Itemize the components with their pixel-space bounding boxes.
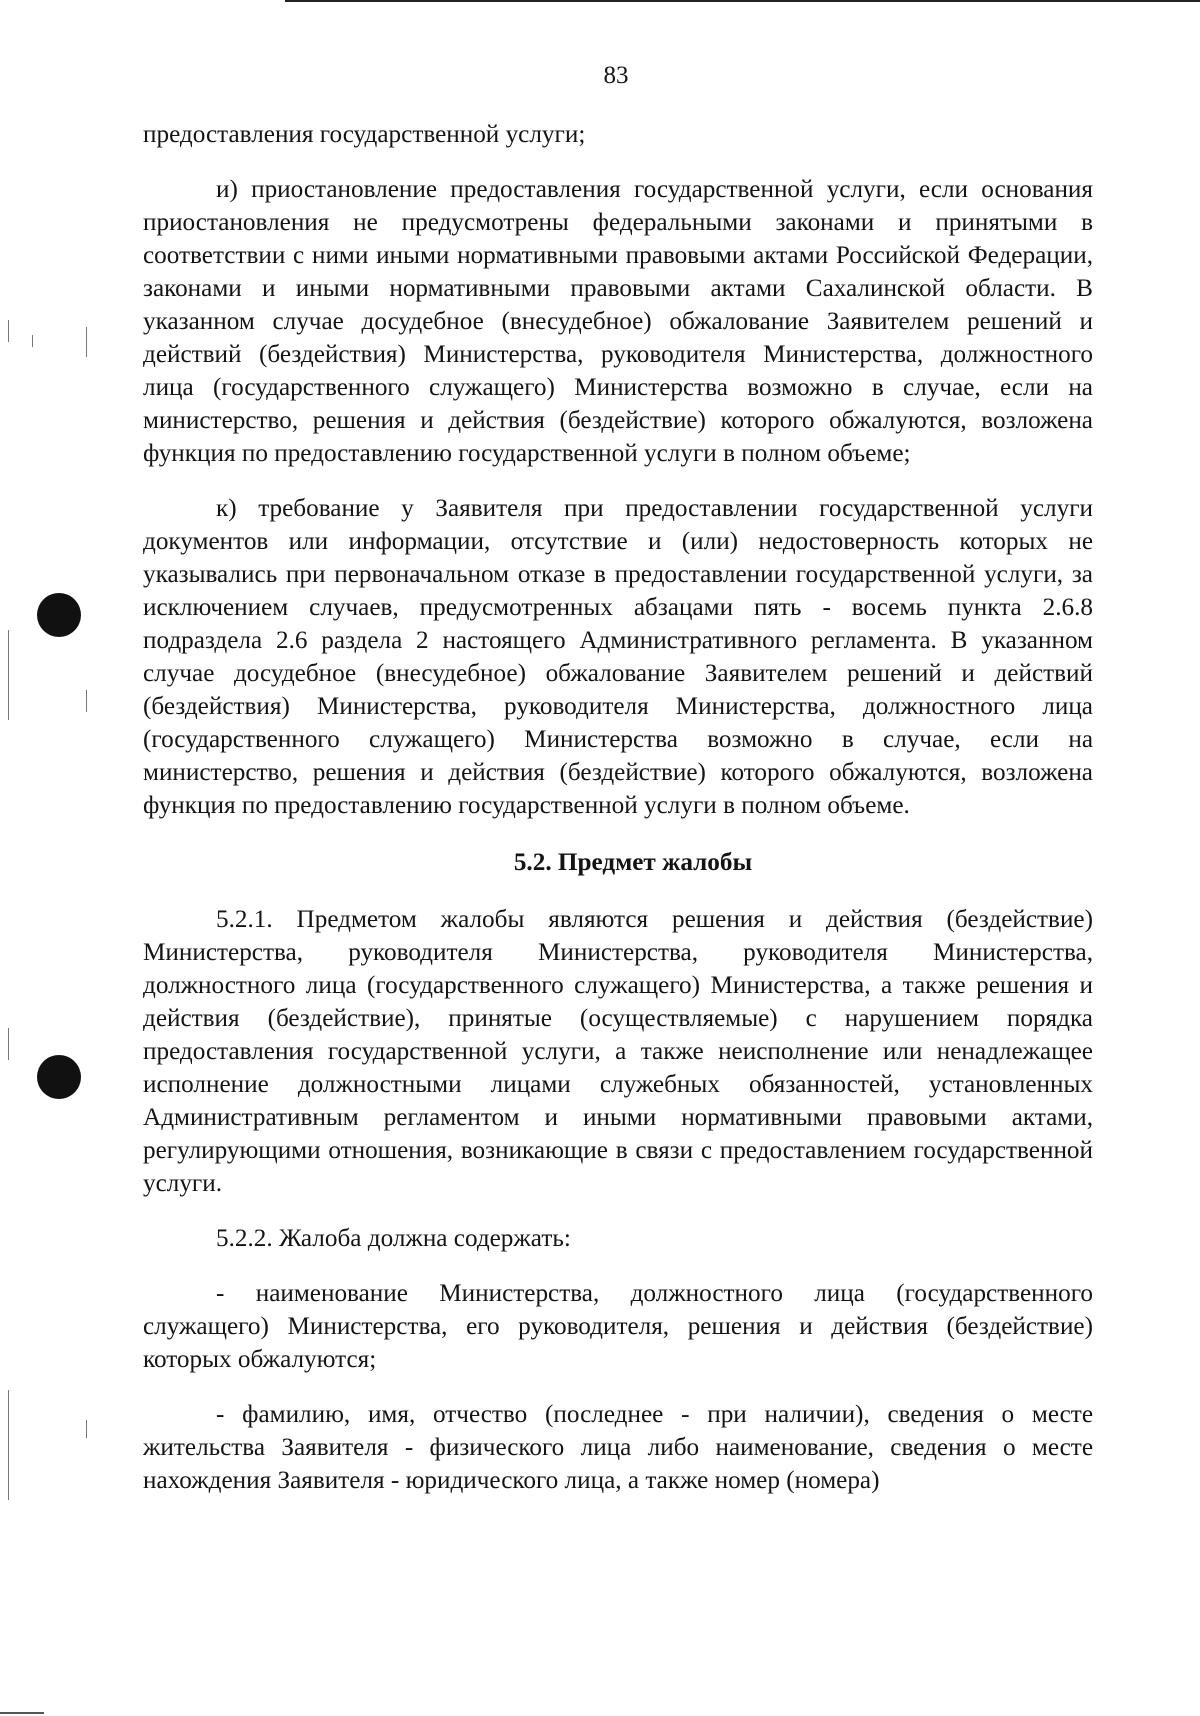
punch-hole — [37, 593, 81, 637]
scan-artifact — [86, 1420, 87, 1438]
bottom-edge-line — [0, 1712, 44, 1714]
section-heading: 5.2. Предмет жалобы — [513, 849, 753, 876]
paragraph-5-2-1: 5.2.1. Предметом жалобы являются решения и действия (бездействие) Министерства, руководителя Министерства, руководителя Министерства, должностного лица (государственного служащего) Министерства, а также решения и действия (бездействие), принятые (осуществляемые) с нарушением порядка предоставления государственной услуги, а также неисполнение или ненадлежащее исполнение должностными лицами служебных обязанностей, установленных Административным регламентом и иными нормативными правовыми актами, регулирующими отношения, возникающие в связи с предоставлением государственной услуги. — [143, 906, 1093, 1197]
scan-artifact — [8, 1028, 9, 1060]
paragraph-5-2-2: 5.2.2. Жалоба должна содержать: — [216, 1225, 571, 1252]
scan-artifact — [8, 320, 9, 342]
top-edge-line — [285, 0, 1200, 2]
scan-artifact — [86, 690, 87, 712]
list-item-name: - наименование Министерства, должностного лица (государственного служащего) Министерства, его руководителя, решения и действия (бездействие) которых обжалуются; — [143, 1280, 1093, 1373]
scan-artifact — [86, 327, 87, 357]
document-body — [143, 118, 1093, 1497]
paragraph-item-k: к) требование у Заявителя при предоставлении государственной услуги документов или информации, отсутствие и (или) недостоверность которых не указывались при первоначальном отказе в предоставлении государственной услуги, за исключением случаев, предусмотренных абзацами пять - восемь пункта 2.6.8 подраздела 2.6 раздела 2 настоящего Административного регламента. В указанном случае досудебное (внесудебное) обжалование Заявителем решений и действий (бездействия) Министерства, руководителя Министерства, должностного лица (государственного служащего) Министерства возможно в случае, если на министерство, решения и действия (бездействие) которого обжалуются, возложена функция по предоставлению государственной услуги в полном объеме. — [143, 495, 1093, 819]
scan-artifact — [8, 630, 9, 720]
page-number: 83 — [603, 62, 629, 89]
paragraph-continuation: предоставления государственной услуги; — [143, 121, 586, 148]
scan-artifact — [32, 335, 33, 347]
list-item-surname: - фамилию, имя, отчество (последнее - при наличии), сведения о месте жительства Заявителя - физического лица либо наименование, сведения о месте нахождения Заявителя - юридического лица, а также номер (номера) — [143, 1401, 1093, 1494]
paragraph-item-i: и) приостановление предоставления государственной услуги, если основания приостановления не предусмотрены федеральными законами и принятыми в соответствии с ними иными нормативными правовыми актами Российской Федерации, законами и иными нормативными правовыми актами Сахалинской области. В указанном случае досудебное (внесудебное) обжалование Заявителем решений и действий (бездействия) Министерства, руководителя Министерства, должностного лица (государственного служащего) Министерства возможно в случае, если на министерство, решения и действия (бездействие) которого обжалуются, возложена функция по предоставлению государственной услуги в полном объеме; — [143, 176, 1093, 467]
scan-artifact — [8, 1390, 9, 1500]
punch-hole — [37, 1055, 81, 1099]
